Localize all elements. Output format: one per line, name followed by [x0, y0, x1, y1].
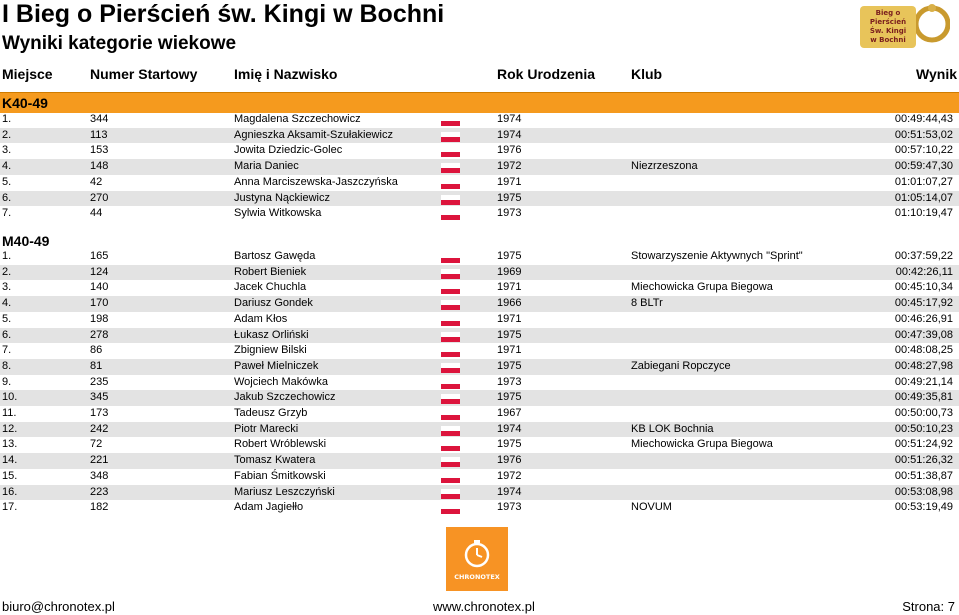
cell-result: 00:49:35,81 — [894, 391, 953, 404]
poland-flag-icon — [441, 284, 460, 294]
cell-club: NOVUM — [631, 501, 672, 514]
cell-year: 1975 — [497, 191, 522, 204]
cell-result: 00:51:24,92 — [894, 438, 953, 451]
cell-name: Piotr Marecki — [234, 422, 299, 435]
cell-place: 7. — [2, 344, 12, 357]
cell-name: Agnieszka Aksamit-Szułakiewicz — [234, 128, 393, 141]
poland-flag-icon — [441, 410, 460, 420]
cell-club: KB LOK Bochnia — [631, 422, 714, 435]
cell-place: 6. — [2, 191, 12, 204]
cell-result: 00:50:00,73 — [894, 407, 953, 419]
poland-flag-icon — [441, 347, 460, 357]
cell-result: 00:51:26,32 — [894, 454, 953, 467]
cell-place: 17. — [2, 501, 18, 514]
cell-result: 00:48:08,25 — [894, 344, 953, 357]
table-row — [0, 265, 959, 281]
cell-name: Wojciech Makówka — [234, 375, 328, 388]
cell-bib: 223 — [90, 485, 109, 498]
header-name: Imię i Nazwisko — [234, 66, 338, 82]
cell-year: 1974 — [497, 113, 522, 125]
cell-name: Dariusz Gondek — [234, 297, 313, 310]
cell-name: Robert Wróblewski — [234, 438, 327, 451]
table-row — [0, 328, 959, 344]
cell-year: 1971 — [497, 344, 522, 357]
cell-result: 00:47:39,08 — [894, 328, 953, 341]
cell-place: 7. — [2, 207, 12, 220]
cell-name: Tadeusz Grzyb — [234, 407, 308, 419]
cell-place: 4. — [2, 297, 12, 310]
cell-year: 1975 — [497, 391, 522, 404]
table-row — [0, 406, 959, 422]
poland-flag-icon — [441, 116, 460, 126]
cell-bib: 348 — [90, 469, 109, 482]
cell-name: Jakub Szczechowicz — [234, 391, 336, 404]
category-header — [0, 231, 959, 251]
poland-flag-icon — [441, 253, 460, 263]
cell-year: 1974 — [497, 422, 522, 435]
cell-year: 1972 — [497, 160, 522, 173]
cell-year: 1975 — [497, 438, 522, 451]
cell-place: 6. — [2, 328, 12, 341]
cell-bib: 221 — [90, 454, 109, 467]
table-row — [0, 249, 959, 265]
cell-place: 1. — [2, 250, 12, 262]
table-row — [0, 500, 959, 516]
cell-bib: 113 — [90, 128, 108, 141]
table-row — [0, 359, 959, 375]
cell-result: 00:59:47,30 — [894, 160, 953, 173]
cell-place: 2. — [2, 128, 12, 141]
cell-place: 3. — [2, 144, 12, 157]
cell-name: Paweł Mielniczek — [234, 359, 319, 372]
cell-name: Robert Bieniek — [234, 265, 307, 278]
poland-flag-icon — [441, 489, 460, 499]
cell-bib: 86 — [90, 344, 103, 357]
cell-bib: 235 — [90, 375, 109, 388]
page-title: I Bieg o Pierścień św. Kingi w Bochni — [2, 0, 445, 28]
table-row — [0, 390, 959, 406]
cell-bib: 182 — [90, 501, 109, 514]
cell-place: 12. — [2, 422, 18, 435]
poland-flag-icon — [441, 457, 460, 467]
cell-result: 00:49:21,14 — [894, 375, 953, 388]
svg-text:Bieg o: Bieg o — [875, 9, 901, 17]
cell-year: 1971 — [497, 281, 522, 294]
cell-name: Fabian Śmitkowski — [234, 469, 326, 482]
cell-club: Zabiegani Ropczyce — [631, 359, 731, 372]
cell-year: 1974 — [497, 485, 522, 498]
cell-bib: 140 — [90, 281, 109, 294]
cell-name: Adam Kłos — [234, 312, 288, 325]
cell-name: Bartosz Gawęda — [234, 250, 316, 262]
table-row — [0, 128, 959, 144]
cell-bib: 198 — [90, 312, 109, 325]
cell-club: Niezrzeszona — [631, 160, 698, 173]
cell-bib: 148 — [90, 160, 109, 173]
poland-flag-icon — [441, 210, 460, 220]
cell-result: 00:57:10,22 — [894, 144, 953, 157]
cell-bib: 345 — [90, 391, 109, 404]
header-bib: Numer Startowy — [90, 66, 198, 82]
cell-place: 4. — [2, 160, 12, 173]
poland-flag-icon — [441, 179, 460, 189]
poland-flag-icon — [441, 163, 460, 173]
cell-bib: 72 — [90, 438, 103, 451]
table-row — [0, 280, 959, 296]
cell-bib: 242 — [90, 422, 109, 435]
poland-flag-icon — [441, 300, 460, 310]
table-row — [0, 422, 959, 438]
cell-place: 16. — [2, 485, 18, 498]
table-row — [0, 206, 959, 222]
poland-flag-icon — [441, 426, 460, 436]
header-club: Klub — [631, 66, 663, 82]
cell-bib: 81 — [90, 359, 103, 372]
cell-bib: 165 — [90, 250, 109, 262]
cell-club: 8 BLTr — [631, 297, 663, 310]
cell-year: 1969 — [497, 265, 522, 278]
chronotex-logo-text: CHRONOTEX — [454, 573, 500, 581]
table-row — [0, 343, 959, 359]
cell-name: Adam Jagiełło — [234, 501, 304, 514]
cell-bib: 344 — [90, 113, 109, 125]
cell-result: 01:10:19,47 — [894, 207, 953, 220]
cell-result: 01:05:14,07 — [894, 191, 953, 204]
cell-result: 00:37:59,22 — [894, 250, 953, 262]
footer-page: Strona: 7 — [902, 599, 955, 614]
cell-place: 15. — [2, 469, 18, 482]
cell-place: 10. — [2, 391, 18, 404]
cell-bib: 270 — [90, 191, 109, 204]
cell-place: 14. — [2, 454, 18, 467]
footer — [0, 599, 959, 615]
poland-flag-icon — [441, 394, 460, 404]
chronotex-logo — [446, 527, 508, 591]
cell-name: Tomasz Kwatera — [234, 454, 316, 467]
table-row — [0, 143, 959, 159]
poland-flag-icon — [441, 363, 460, 373]
cell-name: Łukasz Orliński — [234, 328, 309, 341]
cell-place: 3. — [2, 281, 12, 294]
cell-year: 1974 — [497, 128, 522, 141]
table-row — [0, 469, 959, 485]
category-label: K40-49 — [2, 95, 48, 111]
table-row — [0, 375, 959, 391]
header-result: Wynik — [916, 66, 957, 82]
cell-bib: 173 — [90, 407, 109, 419]
poland-flag-icon — [441, 379, 460, 389]
event-logo — [850, 2, 950, 52]
cell-year: 1971 — [497, 175, 522, 188]
cell-club: Miechowicka Grupa Biegowa — [631, 438, 773, 451]
poland-flag-icon — [441, 473, 460, 483]
cell-result: 00:46:26,91 — [894, 312, 953, 325]
cell-name: Sylwia Witkowska — [234, 207, 322, 220]
cell-year: 1976 — [497, 454, 522, 467]
table-row — [0, 191, 959, 207]
cell-name: Jacek Chuchla — [234, 281, 307, 294]
cell-year: 1975 — [497, 359, 522, 372]
cell-place: 5. — [2, 312, 12, 325]
svg-text:w Bochni: w Bochni — [870, 36, 906, 44]
cell-bib: 42 — [90, 175, 103, 188]
cell-result: 00:53:19,49 — [894, 501, 953, 514]
footer-website[interactable]: www.chronotex.pl — [433, 599, 535, 614]
cell-year: 1975 — [497, 250, 522, 262]
poland-flag-icon — [441, 441, 460, 451]
header-place: Miejsce — [2, 66, 53, 82]
cell-year: 1972 — [497, 469, 522, 482]
cell-result: 00:42:26,11 — [895, 265, 953, 278]
cell-place: 5. — [2, 175, 12, 188]
cell-year: 1973 — [497, 207, 522, 220]
cell-year: 1976 — [497, 144, 522, 157]
cell-name: Justyna Nąckiewicz — [234, 191, 330, 204]
page-subtitle: Wyniki kategorie wiekowe — [2, 33, 237, 54]
poland-flag-icon — [441, 195, 460, 205]
cell-place: 13. — [2, 438, 18, 451]
cell-result: 01:01:07,27 — [894, 175, 953, 188]
category-label: M40-49 — [2, 233, 50, 249]
cell-club: Miechowicka Grupa Biegowa — [631, 281, 773, 294]
poland-flag-icon — [441, 269, 460, 279]
cell-result: 00:51:53,02 — [894, 128, 953, 141]
cell-place: 8. — [2, 359, 12, 372]
header-year: Rok Urodzenia — [497, 66, 596, 82]
table-row — [0, 312, 959, 328]
poland-flag-icon — [441, 316, 460, 326]
cell-name: Anna Marciszewska-Jaszczyńska — [234, 175, 398, 188]
cell-year: 1971 — [497, 312, 522, 325]
poland-flag-icon — [441, 504, 460, 514]
table-row — [0, 437, 959, 453]
cell-result: 00:48:27,98 — [894, 359, 953, 372]
cell-name: Zbigniew Bilski — [234, 344, 307, 357]
table-row — [0, 112, 959, 128]
cell-place: 2. — [2, 265, 12, 278]
cell-year: 1966 — [497, 297, 522, 310]
cell-bib: 153 — [90, 144, 109, 157]
cell-year: 1973 — [497, 375, 522, 388]
category-header — [0, 92, 959, 113]
column-headers — [0, 66, 959, 84]
cell-year: 1967 — [497, 407, 522, 419]
table-row — [0, 159, 959, 175]
cell-place: 1. — [2, 113, 12, 125]
footer-email[interactable]: biuro@chronotex.pl — [2, 599, 115, 614]
cell-result: 00:53:08,98 — [894, 485, 953, 498]
cell-name: Maria Daniec — [234, 160, 299, 173]
cell-result: 00:49:44,43 — [894, 113, 953, 125]
cell-place: 9. — [2, 375, 12, 388]
cell-bib: 278 — [90, 328, 109, 341]
svg-text:Św. Kingi: Św. Kingi — [869, 27, 907, 35]
cell-result: 00:45:17,92 — [894, 297, 953, 310]
cell-bib: 44 — [90, 207, 103, 220]
cell-year: 1975 — [497, 328, 522, 341]
poland-flag-icon — [441, 332, 460, 342]
table-row — [0, 296, 959, 312]
table-row — [0, 453, 959, 469]
cell-result: 00:51:38,87 — [894, 469, 953, 482]
cell-name: Jowita Dziedzic-Golec — [234, 144, 343, 157]
cell-year: 1973 — [497, 501, 522, 514]
poland-flag-icon — [441, 147, 460, 157]
cell-result: 00:45:10,34 — [894, 281, 953, 294]
cell-name: Magdalena Szczechowicz — [234, 113, 361, 125]
cell-bib: 124 — [90, 265, 109, 278]
cell-name: Mariusz Leszczyński — [234, 485, 335, 498]
table-row — [0, 485, 959, 501]
cell-result: 00:50:10,23 — [894, 422, 953, 435]
poland-flag-icon — [441, 132, 460, 142]
cell-club: Stowarzyszenie Aktywnych "Sprint" — [631, 250, 803, 262]
cell-bib: 170 — [90, 297, 109, 310]
table-row — [0, 175, 959, 191]
svg-text:Pierścień: Pierścień — [869, 18, 907, 26]
cell-place: 11. — [2, 407, 17, 419]
